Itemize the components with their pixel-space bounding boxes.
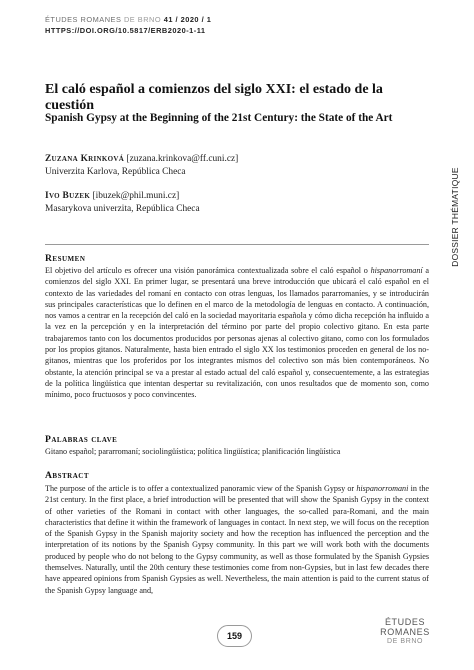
abstract-heading: Abstract	[45, 470, 89, 481]
doi-link[interactable]: HTTPS://DOI.ORG/10.5817/ERB2020-1-11	[45, 26, 206, 35]
resumen-text-rest: a comienzos del siglo XXI. En primer lugar, se presentará una breve introducción que ubicará el caló español en el contexto de las variedades del romaní en contacto con otras lenguas, los llamados pararromaníes, y se introducirán sus principales características que lo definen en el marco de la metodología de lenguas en contacto. A continuación, nos vamos a centrar en la recepción del caló en la sociedad mayoritaria española y cómo dicha recepción ha influido a la vez en la percepción y en la interpretación del término por parte del propio colectivo gitano. En esta parte trabajaremos tanto con los documentos producidos por personas ajenas al colectivo gitano, como con los formulados por los propios gitanos. Naturalmente, hasta bien entrado el siglo XX los testimonios proceden en general de los no-gitanos, mientras que los proferidos por los integrantes mismos del colectivo son más bien contemporáneos. No obstante, la atención principal se va a prestar al estado actual del caló español y, consecuentemente, a las estrategias de la política lingüística que intentan despertar su revitalización, con unos resultados que de momento son, como mínimo, poco fructuosos y poco convincentes.	[45, 266, 429, 400]
logo-line: ROMANES	[380, 627, 430, 637]
section-sidebar	[446, 148, 464, 286]
article-subtitle: Spanish Gypsy at the Beginning of the 21st Century: the State of the Art	[45, 112, 393, 124]
author-block	[45, 190, 385, 215]
author-email[interactable]: [ibuzek@phil.muni.cz]	[92, 191, 180, 201]
abstract-text-start: The purpose of the article is to offer a contextualized panoramic view of the Spanish Gypsy or	[45, 484, 357, 493]
logo-line: DE BRNO	[386, 638, 424, 645]
journal-name-city: DE BRNO	[123, 15, 162, 24]
abstract-text-italic: hispanorromani	[356, 484, 409, 493]
divider	[45, 244, 429, 245]
journal-name	[45, 14, 211, 25]
resumen-text-start: El objetivo del artículo es ofrecer una visión panorámica contextualizada sobre el caló español o	[45, 266, 371, 275]
palabras-text: Gitano español; pararromaní; sociolingüística; política lingüística; planificación lingüística	[45, 447, 341, 456]
author-name: Zuzana Krinková	[45, 154, 125, 164]
abstract-text	[45, 483, 429, 596]
page-number: 159	[217, 625, 252, 647]
logo-line: ÉTUDES	[384, 617, 426, 627]
resumen-text-italic: hispanorromaní	[370, 266, 423, 275]
journal-header	[45, 14, 211, 36]
author-affiliation: Univerzita Karlova, República Checa	[45, 166, 186, 177]
sidebar-label: DOSSIER THÉMATIQUE	[450, 167, 460, 267]
resumen-heading: Resumen	[45, 253, 86, 264]
author-affiliation: Masarykova univerzita, República Checa	[45, 203, 200, 214]
journal-logo	[373, 617, 437, 646]
palabras-heading: Palabras clave	[45, 434, 118, 445]
author-block	[45, 153, 385, 178]
author-email[interactable]: [zuzana.krinkova@ff.cuni.cz]	[126, 154, 239, 164]
issue-number: 41 / 2020 / 1	[163, 15, 212, 24]
journal-name-main: ÉTUDES ROMANES	[45, 15, 122, 24]
resumen-text	[45, 265, 429, 401]
author-name: Ivo Buzek	[45, 191, 91, 201]
abstract-text-rest: in the 21st century. In the first place, a brief introduction will be presented that will show the Spanish Gypsy in the context of other varieties of the Romani in contact with other languages, the so-called para-Romani, and the main characteristics that define it within the framework of languages in contact. In next step, we will focus on the reception of the Spanish Gypsy in the Spanish majority society and how the reception has influenced the perception and the interpretation of its notions by the Spanish Gypsy community. In this part we will work both with the documents produced by people who do not belong to the Gypsy community, as well as those formulated by the Spanish Gypsies themselves. Naturally, until the 20th century these testimonies come from non-Gypsies, but in last few decades there have appeared opinions from Spanish Gypsies as well. Nevertheless, the main attention is paid to the current status of the Spanish Gypsy language and,	[45, 484, 430, 595]
article-title: El caló español a comienzos del siglo XXI: el estado de la cuestión	[45, 82, 383, 113]
